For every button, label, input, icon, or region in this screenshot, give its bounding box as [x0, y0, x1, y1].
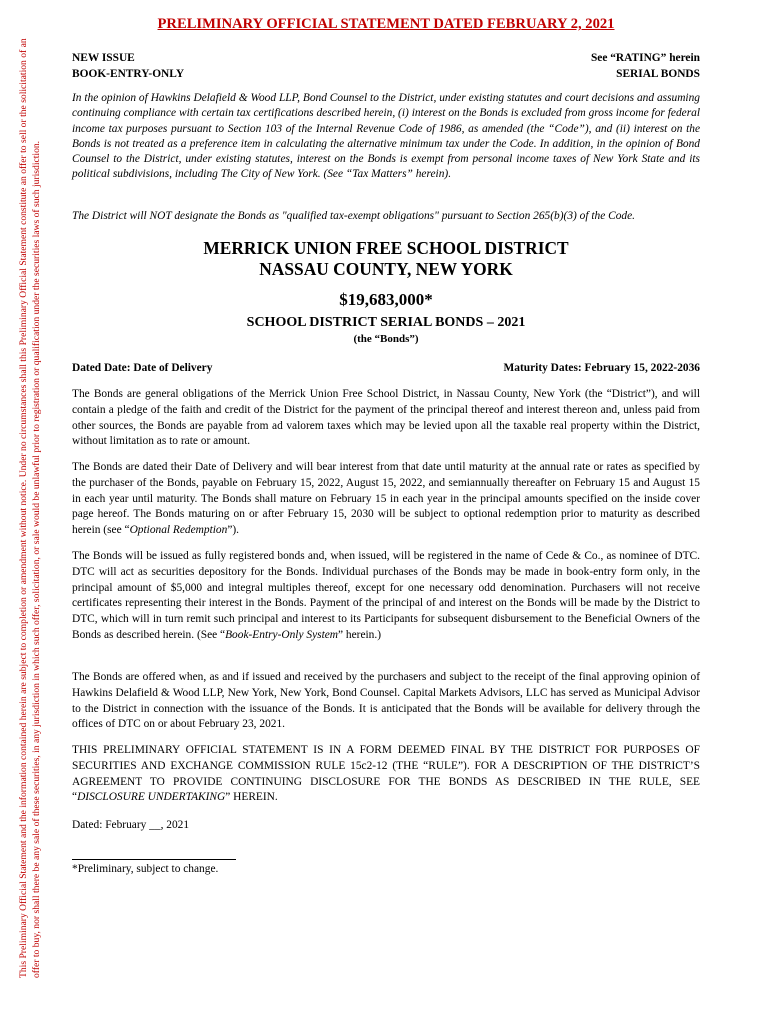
rating-block — [591, 50, 700, 82]
serial-bonds-label: SERIAL BONDS — [616, 68, 700, 80]
dated-date: Dated Date: Date of Delivery — [72, 362, 213, 374]
interest-paragraph-text: The Bonds are dated their Date of Delivery and will bear interest from that date until maturity at the annual rate or rates as specified by the purchaser of the Bonds, payable on February 15, 2022, August 15, 2022, and semiannually thereafter on February 15 and August 15 in each year until maturity. The Bonds shall mature on February 15 in each year in the principal amounts specified on the inside cover page hereof. The Bonds maturing on or after February 15, 2030 will be subject to optional redemption prior to maturity as described herein (see “ — [72, 461, 700, 537]
issuer-block — [72, 238, 700, 280]
preliminary-disclaimer: This Preliminary Official Statement and the information contained herein are subject to completion or amendment without notice. Under no circumstances shall this Preliminary Official Statement constitute an offer to sell or the solicitation of an offer to buy, nor shall there be any sale of these securities, in any jurisdiction in which such offer, solicitation, or sale would be unlawful prior to registration or qualification under the securities laws of such jurisdiction. — [18, 38, 42, 978]
disclosure-paragraph — [72, 743, 700, 806]
designation-statement: The District will NOT designate the Bonds as "qualified tax-exempt obligations" pursuant to Section 265(b)(3) of the Code. — [72, 210, 636, 222]
interest-paragraph — [72, 460, 700, 539]
bonds-definition: (the “Bonds”) — [353, 333, 419, 345]
obligations-paragraph: The Bonds are general obligations of the Merrick Union Free School District, in Nassau County, New York (the “District”), and will contain a pledge of the faith and credit of the District for the payment of the principal thereof and interest thereon and, unless paid from other sources, the Bonds are payable from ad valorem taxes which may be levied upon all the taxable real property within the District, without limitation as to rate or amount. — [72, 388, 700, 448]
bond-amount: $19,683,000* — [339, 290, 433, 309]
dated-line: Dated: February __, 2021 — [72, 819, 190, 831]
registration-paragraph-text: The Bonds will be issued as fully registered bonds and, when issued, will be registered in the name of Cede & Co., as nominee of DTC. DTC will act as securities depository for the Bonds. Individual purchases of the Bonds may be made in book-entry form only, in the principal amount of $5,000 and integral multiples thereof, except for one necessary odd denomination. Purchasers will not receive certificates representing their interest in the Bonds. Payment of the principal of and interest on the Bonds will be made by the District to DTC, which will in turn remit such principal and interest to its Participants for subsequent disbursement to the Beneficial Owners of the Bonds as described herein. (See “ — [72, 550, 700, 641]
optional-redemption-ref: Optional Redemption — [129, 524, 228, 537]
tax-opinion-paragraph: In the opinion of Hawkins Delafield & Wood LLP, Bond Counsel to the District, under existing statutes and court decisions and assuming continuing compliance with certain tax certifications described herein, (i) interest on the Bonds is excluded from gross income for federal income tax purposes pursuant to Section 103 of the Internal Revenue Code of 1986, as amended (the “Code”), and (ii) interest on the Bonds is not treated as a preference item in calculating the alternative minimum tax under the Code. In addition, in the opinion of Bond Counsel to the District, under existing statutes, interest on the Bonds is exempt from personal income taxes of New York State and its political subdivisions, including The City of New York. (See “Tax Matters” herein). — [72, 92, 700, 181]
registration-paragraph-end: ” herein.) — [338, 628, 382, 641]
offering-paragraph: The Bonds are offered when, as and if issued and received by the purchasers and subject to the receipt of the final approving opinion of Hawkins Delafield & Wood LLP, New York, New York, Bond Counsel. Capital Markets Advisors, LLC has served as Municipal Advisor to the District in connection with the issuance of the Bonds. It is anticipated that the Bonds will be available for delivery through the offices of DTC on or about February 23, 2021. — [72, 671, 700, 731]
issue-type-block — [72, 50, 184, 82]
disclosure-paragraph-end: ” HEREIN. — [225, 791, 278, 804]
county-name: NASSAU COUNTY, NEW YORK — [259, 259, 513, 279]
book-entry-system-ref: Book-Entry-Only System — [225, 628, 339, 641]
book-entry-label: BOOK-ENTRY-ONLY — [72, 68, 185, 80]
footnote-divider — [72, 859, 236, 860]
footnote: *Preliminary, subject to change. — [72, 863, 219, 875]
bond-series-title: SCHOOL DISTRICT SERIAL BONDS – 2021 — [246, 315, 526, 330]
new-issue-label: NEW ISSUE — [72, 52, 135, 64]
registration-paragraph — [72, 549, 700, 644]
maturity-dates: Maturity Dates: February 15, 2022-2036 — [503, 362, 700, 374]
disclosure-paragraph-text: THIS PRELIMINARY OFFICIAL STATEMENT IS IN A FORM DEEMED FINAL BY THE DISTRICT FOR PURPOSES OF SECURITIES AND EXCHANGE COMMISSION RULE 15c2-12 (THE “RULE”). FOR A DESCRIPTION OF THE DISTRICT’S AGREEMENT TO PROVIDE CONTINUING DISCLOSURE FOR THE BONDS AS DESCRIBED IN THE RULE, SEE “ — [72, 744, 700, 804]
document-title: PRELIMINARY OFFICIAL STATEMENT DATED FEBRUARY 2, 2021 — [157, 16, 615, 32]
district-name: MERRICK UNION FREE SCHOOL DISTRICT — [203, 238, 569, 258]
disclosure-undertaking-ref: DISCLOSURE UNDERTAKING — [77, 791, 226, 804]
rating-reference: See “RATING” herein — [590, 52, 700, 64]
interest-paragraph-end: ”). — [227, 524, 240, 537]
